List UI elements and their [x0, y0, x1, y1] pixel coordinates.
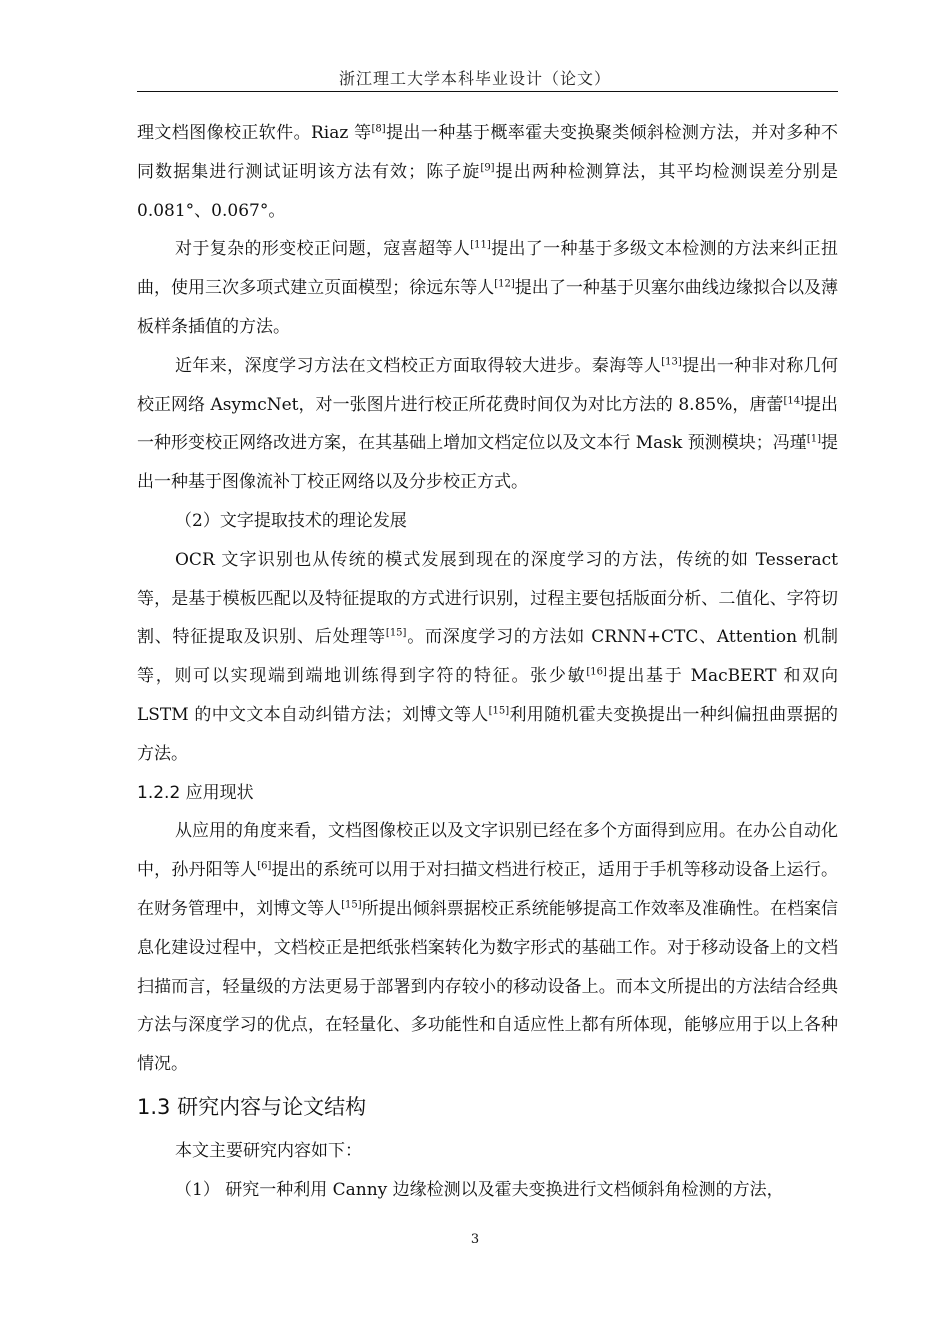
- paragraph-5: 从应用的角度来看，文档图像校正以及文字识别已经在多个方面得到应用。在办公自动化中，孙丹阳等人[6]提出的系统可以用于对扫描文档进行校正，适用于手机等移动设备上运行。在财务管理中，刘博文等人[15]所提出倾斜票据校正系统能够提高工作效率及准确性。在档案信息化建设过程中，文档校正是把纸张档案转化为数字形式的基础工作。对于移动设备上的文档扫描而言，轻量级的方法更易于部署到内存较小的移动设备上。而本文所提出的方法结合经典方法与深度学习的优点，在轻量化、多功能性和自适应性上都有所体现，能够应用于以上各种情况。: [137, 821, 839, 1075]
- page-body: [137, 114, 838, 1210]
- citation: [6]: [257, 860, 272, 872]
- page-number: 3: [470, 1232, 480, 1247]
- section-heading-1-2-2: 1.2.2 应用现状: [137, 782, 254, 803]
- citation: [1]: [806, 433, 821, 445]
- citation: [16]: [586, 666, 607, 678]
- section-heading-1-3: 1.3 研究内容与论文结构: [137, 1094, 367, 1119]
- citation: [13]: [661, 356, 682, 368]
- list-item-1: （1） 研究一种利用 Canny 边缘检测以及霍夫变换进行文档倾斜角检测的方法，: [175, 1179, 784, 1200]
- paragraph-3: 近年来，深度学习方法在文档校正方面取得较大进步。秦海等人[13]提出一种非对称几何校正网络 AsymcNet，对一张图片进行校正所花费时间仅为对比方法的 8.85%，唐蕾[14]提出一种形变校正网络改进方案，在其基础上增加文档定位以及文本行 Mask 预测模块；冯瑾[1]提出一种基于图像流补丁校正网络以及分步校正方式。: [137, 355, 839, 493]
- citation: [9]: [480, 162, 495, 174]
- citation: [8]: [371, 123, 386, 135]
- citation: [14]: [783, 394, 804, 406]
- paragraph-6: 本文主要研究内容如下：: [175, 1140, 362, 1161]
- citation: [15]: [488, 705, 510, 717]
- paragraph-4: OCR 文字识别也从传统的模式发展到现在的深度学习的方法，传统的如 Tesseract 等，是基于模板匹配以及特征提取的方式进行识别，过程主要包括版面分析、二值化、字符切割、特征提取及识别、后处理等[15]。而深度学习的方法如 CRNN+CTC、Attention 机制等，则可以实现端到端地训练得到字符的特征。张少敏[16]提出基于 MacBERT 和双向 LSTM 的中文文本自动纠错方法；刘博文等人[15]利用随机霍夫变换提出一种纠偏扭曲票据的方法。: [137, 549, 838, 764]
- running-header: 浙江理工大学本科毕业设计（论文）: [338, 69, 611, 88]
- subsection-heading: （2）文字提取技术的理论发展: [175, 510, 407, 531]
- citation: [12]: [494, 278, 515, 290]
- citation: [15]: [385, 627, 407, 639]
- citation: [11]: [470, 239, 491, 251]
- header-rule: [137, 91, 838, 92]
- citation: [15]: [341, 899, 362, 911]
- paragraph-1: 理文档图像校正软件。Riaz 等[8]提出一种基于概率霍夫变换聚类倾斜检测方法，并对多种不同数据集进行测试证明该方法有效；陈子旋[9]提出两种检测算法，其平均检测误差分别是 0.081°、0.067°。: [137, 123, 839, 221]
- paragraph-2: 对于复杂的形变校正问题，寇喜超等人[11]提出了一种基于多级文本检测的方法来纠正扭曲，使用三次多项式建立页面模型；徐远东等人[12]提出了一种基于贝塞尔曲线边缘拟合以及薄板样条插值的方法。: [137, 239, 839, 337]
